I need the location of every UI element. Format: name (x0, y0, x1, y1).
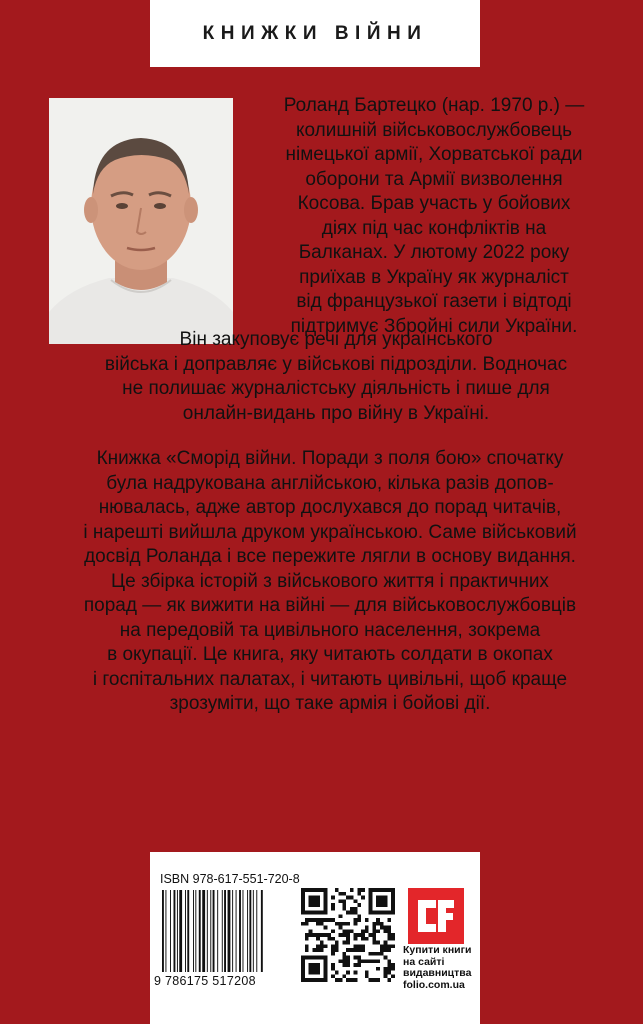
barcode-digits: 9 786175 517208 (154, 974, 256, 988)
description-line: в окупації. Це книга, яку читають солдати в окопах (107, 644, 553, 665)
bio-line: Балканах. У лютому 2022 року (298, 242, 570, 263)
book-description (40, 447, 620, 717)
bio-line: оборони та Армії визволення (305, 168, 563, 190)
description-line: порад — як вижити на війні — для військовослужбовців (83, 595, 577, 616)
description-line: нювалась, адже автор дослухався до порад читачів, (98, 497, 562, 518)
bio-line: не полишає журналістську діяльність і пише для (122, 378, 550, 399)
bio-line: від французької газети і відтоді (296, 291, 572, 312)
caption-line: видавництва (403, 967, 472, 979)
description-line: досвід Роланда і все пережите лягли в основу видання. (84, 546, 576, 567)
bio-line: діях під час конфліктів на (321, 217, 547, 239)
qr-code[interactable] (301, 888, 395, 982)
description-line: і госпітальних палатах, і читають цивільні, щоб краще (92, 668, 568, 690)
bio-line: онлайн-видань про війну в Україні. (182, 402, 490, 424)
bio-line: Він закуповує речі для українського (179, 329, 493, 350)
bio-line: німецької армії, Хорватської ради (285, 144, 583, 165)
barcode (162, 890, 294, 972)
caption-line[interactable]: folio.com.ua (403, 978, 465, 991)
isbn-label: ISBN 978-617-551-720-8 (160, 872, 300, 886)
series-title: КНИЖКИ ВІЙНИ (150, 0, 480, 67)
author-photo (49, 98, 233, 344)
publisher-caption (403, 945, 475, 991)
bio-line: підтримує Збройні сили України. (290, 315, 578, 337)
description-line: і нарешті вийшла друком українською. Саме військовий (83, 521, 577, 543)
description-line: на передовій та цивільного населення, зокрема (119, 619, 541, 641)
bio-line: приїхав в Україну як журналіст (299, 266, 569, 288)
caption-line: Купити книги (403, 944, 472, 956)
description-line: Книжка «Сморід війни. Поради з поля бою» спочатку (96, 448, 564, 469)
bio-line: Роланд Бартецко (нар. 1970 р.) — (283, 95, 585, 116)
bio-line: колишній військовослужбовець (296, 119, 572, 141)
description-line: була надрукована англійською, кілька разів допов- (106, 472, 554, 494)
caption-line: на сайті (403, 955, 445, 968)
author-bio-head (244, 94, 624, 339)
author-bio-rest (46, 328, 626, 426)
bio-line: війська і доправляє у військові підрозділи. Водночас (104, 353, 568, 375)
description-line: зрозуміти, що таке армія і бойові дії. (169, 693, 491, 714)
barcode-panel (150, 852, 480, 1024)
description-line: Це збірка історій з військового життя і практичних (111, 570, 549, 592)
bio-line: Косова. Брав участь у бойових (297, 193, 571, 214)
publisher-logo (408, 888, 464, 944)
